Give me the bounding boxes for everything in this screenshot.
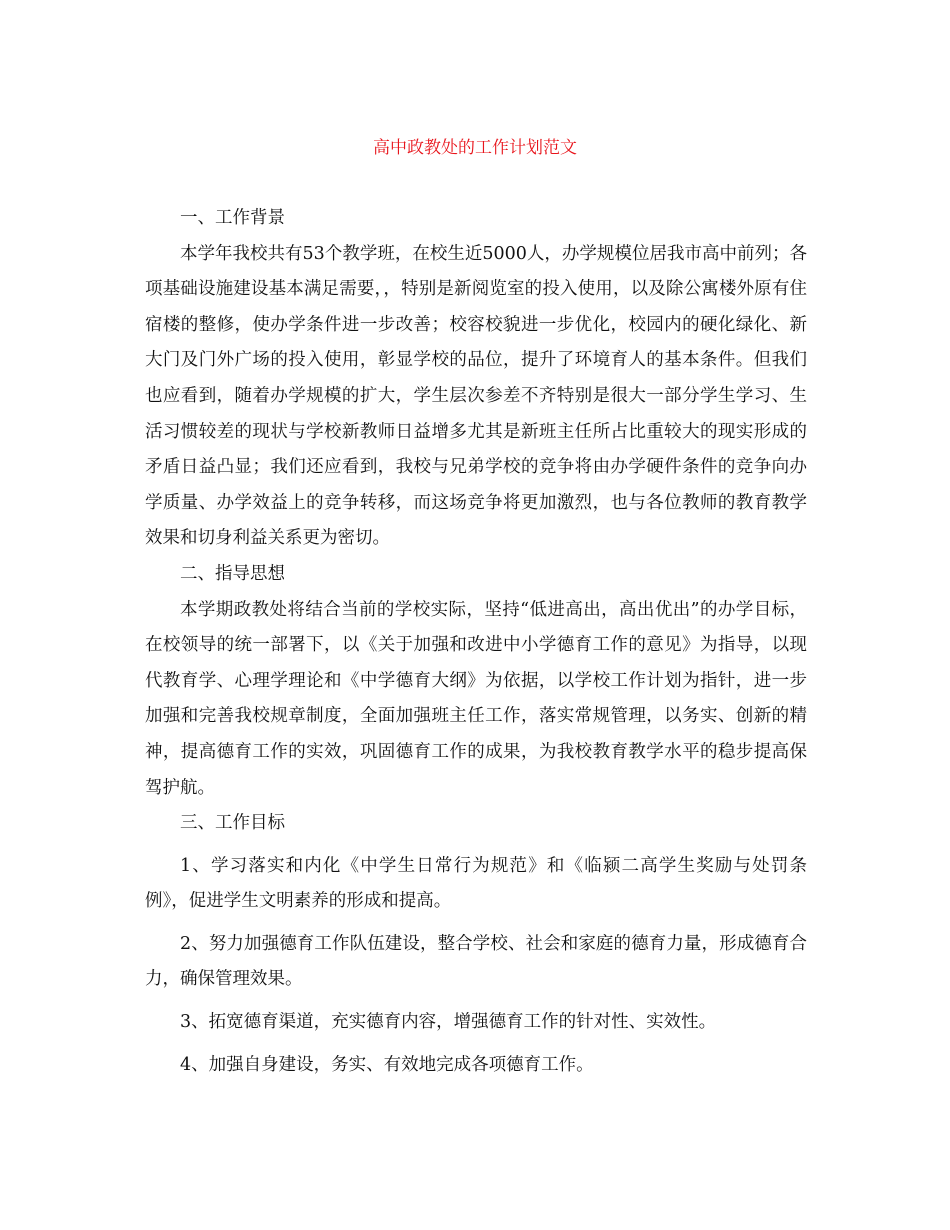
section-heading-guiding-ideology: 二、指导思想 [180, 563, 285, 584]
paragraph-guiding-ideology: 本学期政教处将结合当前的学校实际，坚持“低进高出，高出优出”的办学目标，在校领导的统一部署下，以《关于加强和改进中小学德育工作的意见》为指导，以现代教育学、心理学理论和《中学德育大纲》为依据，以学校工作计划为指针，进一步加强和完善我校规章制度，全面加强班主任工作，落实常规管理，以务实、创新的精神，提高德育工作的实效，巩固德育工作的成果，为我校教育教学水平的稳步提高保驾护航。 [145, 599, 807, 798]
goal-item-3: 3、拓宽德育渠道，充实德育内容，增强德育工作的针对性、实效性。 [180, 1012, 717, 1033]
goal-item-1: 1、学习落实和内化《中学生日常行为规范》和《临颍二高学生奖励与处罚条例》，促进学生文明素养的形成和提高。 [145, 855, 807, 912]
section-heading-work-goals: 三、工作目标 [180, 813, 285, 834]
section-heading-background: 一、工作背景 [180, 208, 285, 228]
goal-item-2: 2、努力加强德育工作队伍建设，整合学校、社会和家庭的德育力量，形成德育合力，确保管理效果。 [145, 933, 807, 990]
paragraph-background: 本学年我校共有53个教学班，在校生近5000人，办学规模位居我市高中前列；各项基础设施建设基本满足需要，，特别是新阅览室的投入使用，以及除公寓楼外原有住宿楼的整修，使办学条件进一步改善；校容校貌进一步优化，校园内的硬化绿化、新大门及门外广场的投入使用，彰显学校的品位，提升了环境育人的基本条件。但我们也应看到，随着办学规模的扩大，学生层次参差不齐特别是很大一部分学生学习、生活习惯较差的现状与学校新教师日益增多尤其是新班主任所占比重较大的现实形成的矛盾日益凸显；我们还应看到，我校与兄弟学校的竞争将由办学硬件条件的竞争向办学质量、办学效益上的竞争转移，而这场竞争将更加激烈，也与各位教师的教育教学效果和切身利益关系更为密切。 [145, 243, 807, 549]
document-body [145, 201, 807, 1083]
goal-item-4: 4、加强自身建设，务实、有效地完成各项德育工作。 [180, 1054, 594, 1075]
document-title: 高中政教处的工作计划范文 [373, 138, 577, 158]
